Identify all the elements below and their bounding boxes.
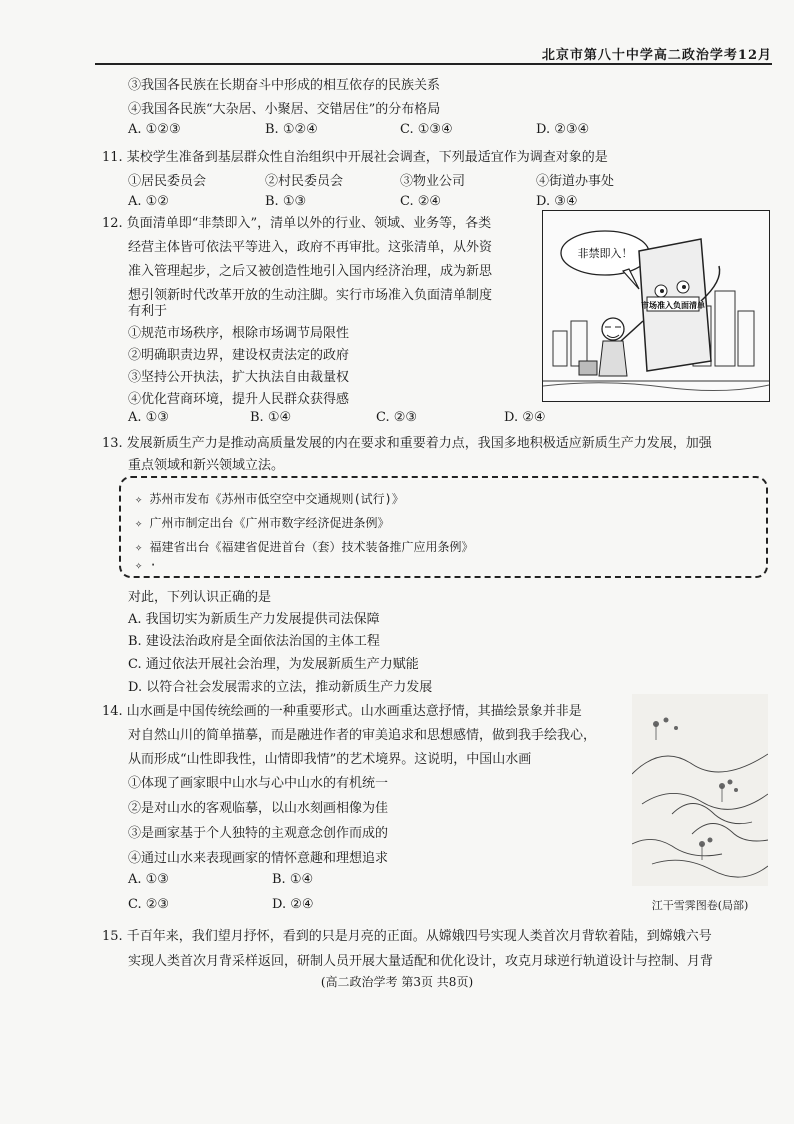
q13-stem-line-2: 重点领域和新兴领域立法。 bbox=[128, 458, 285, 473]
box-item-ellipsis: ✧ · bbox=[135, 558, 157, 572]
q14-stem-line-2: 对自然山川的简单描摹，而是融进作者的审美追求和思想感情，做到我手绘我心， bbox=[128, 728, 597, 743]
q14-stem-line-3: 从而形成“山性即我性，山情即我情”的艺术境界。这说明，中国山水画 bbox=[128, 752, 532, 767]
q12-stem-line-3: 准入管理起步，之后又被创造性地引入国内经济治理，成为新思 bbox=[128, 264, 493, 279]
q12-item-3: ③坚持公开执法，扩大执法自由裁量权 bbox=[128, 370, 350, 385]
page-footer: (高二政治学考 第3页 共8页) bbox=[320, 975, 474, 989]
q14-option-b: B. ①④ bbox=[272, 872, 314, 887]
q11-option-d: D. ③④ bbox=[536, 194, 578, 209]
q11-choice-3: ③物业公司 bbox=[400, 174, 466, 189]
q12-item-4: ④优化营商环境，提升人民群众获得感 bbox=[128, 392, 350, 407]
q12-stem-line-4: 想引领新时代改革开放的生动注脚。实行市场准入负面清单制度 bbox=[128, 288, 493, 303]
q12-stem-line-1: 12. 负面清单即“非禁即入”，清单以外的行业、领域、业务等，各类 bbox=[102, 216, 492, 231]
header-rule bbox=[95, 63, 772, 65]
q11-choice-2: ②村民委员会 bbox=[265, 174, 344, 189]
box-item-guangzhou: ✧ 广州市制定出台《广州市数字经济促进条例》 bbox=[135, 516, 390, 530]
landscape-painting bbox=[632, 694, 768, 886]
q11-option-a: A. ①② bbox=[128, 194, 169, 209]
q11-choice-1: ①居民委员会 bbox=[128, 174, 207, 189]
q10-option-c: C. ①③④ bbox=[400, 122, 453, 137]
q14-stem-line-1: 14. 山水画是中国传统绘画的一种重要形式。山水画重达意抒情，其描绘景象并非是 bbox=[102, 704, 582, 719]
q12-option-d: D. ②④ bbox=[504, 410, 546, 425]
q14-item-4: ④通过山水来表现画家的情怀意趣和理想追求 bbox=[128, 851, 389, 866]
q13-option-c: C. 通过依法开展社会治理，为发展新质生产力赋能 bbox=[128, 657, 419, 672]
q15-line-1: 15. 千百年来，我们望月抒怀，看到的只是月亮的正面。从嫦娥四号实现人类首次月背软着陆，到嫦娥六号 bbox=[102, 929, 712, 944]
box-item-fujian: ✧ 福建省出台《福建省促进首台（套）技术装备推广应用条例》 bbox=[135, 540, 474, 554]
q10-option-d: D. ②③④ bbox=[536, 122, 590, 137]
page-header: 北京市第八十中学高二政治学考12月 bbox=[541, 48, 772, 63]
cartoon-sign-text: 市场准入负面清单 bbox=[641, 301, 705, 310]
q14-option-a: A. ①③ bbox=[128, 872, 169, 887]
q14-item-2: ②是对山水的客观临摹，以山水刻画相像为佳 bbox=[128, 801, 389, 816]
q12-item-2: ②明确职责边界，建设权责法定的政府 bbox=[128, 348, 350, 363]
q10-item-3: ③我国各民族在长期奋斗中形成的相互依存的民族关系 bbox=[128, 78, 441, 93]
q11-stem: 11. 某校学生准备到基层群众性自治组织中开展社会调查，下列最适宜作为调查对象的是 bbox=[102, 150, 608, 165]
q12-stem-line-2: 经营主体皆可依法平等进入，政府不再审批。这张清单，从外资 bbox=[128, 240, 493, 255]
q15-line-2: 实现人类首次月背采样返回，研制人员开展大量适配和优化设计，攻克月球逆行轨道设计与控制、月背 bbox=[128, 954, 714, 969]
q14-option-d: D. ②④ bbox=[272, 897, 314, 912]
q13-option-b: B. 建设法治政府是全面依法治国的主体工程 bbox=[128, 634, 380, 649]
q13-option-d: D. 以符合社会发展需求的立法，推动新质生产力发展 bbox=[128, 680, 433, 695]
q13-option-a: A. 我国切实为新质生产力发展提供司法保障 bbox=[128, 612, 380, 627]
q11-option-b: B. ①③ bbox=[265, 194, 307, 209]
q13-stem-line-1: 13. 发展新质生产力是推动高质量发展的内在要求和重要着力点，我国多地积极适应新质生产力发展，加强 bbox=[102, 436, 712, 451]
q12-item-1: ①规范市场秩序，根除市场调节局限性 bbox=[128, 326, 350, 341]
q14-item-3: ③是画家基于个人独特的主观意念创作而成的 bbox=[128, 826, 389, 841]
q12-option-a: A. ①③ bbox=[128, 410, 169, 425]
q10-item-4: ④我国各民族“大杂居、小聚居、交错居住”的分布格局 bbox=[128, 102, 441, 117]
painting-caption: 江干雪霁图卷(局部) bbox=[651, 899, 749, 912]
q14-option-c: C. ②③ bbox=[128, 897, 170, 912]
q10-option-a: A. ①②③ bbox=[128, 122, 181, 137]
q12-option-b: B. ①④ bbox=[250, 410, 292, 425]
q14-item-1: ①体现了画家眼中山水与心中山水的有机统一 bbox=[128, 776, 389, 791]
cartoon-speech: 非禁即入！ bbox=[577, 247, 633, 260]
q11-option-c: C. ②④ bbox=[400, 194, 442, 209]
q11-choice-4: ④街道办事处 bbox=[536, 174, 615, 189]
q13-lead: 对此，下列认识正确的是 bbox=[128, 590, 272, 605]
negative-list-cartoon bbox=[542, 210, 770, 402]
q10-option-b: B. ①②④ bbox=[265, 122, 318, 137]
q12-stem-line-5: 有利于 bbox=[128, 304, 168, 319]
q12-option-c: C. ②③ bbox=[376, 410, 418, 425]
box-item-suzhou: ✧ 苏州市发布《苏州市低空空中交通规则(试行)》 bbox=[135, 492, 404, 506]
